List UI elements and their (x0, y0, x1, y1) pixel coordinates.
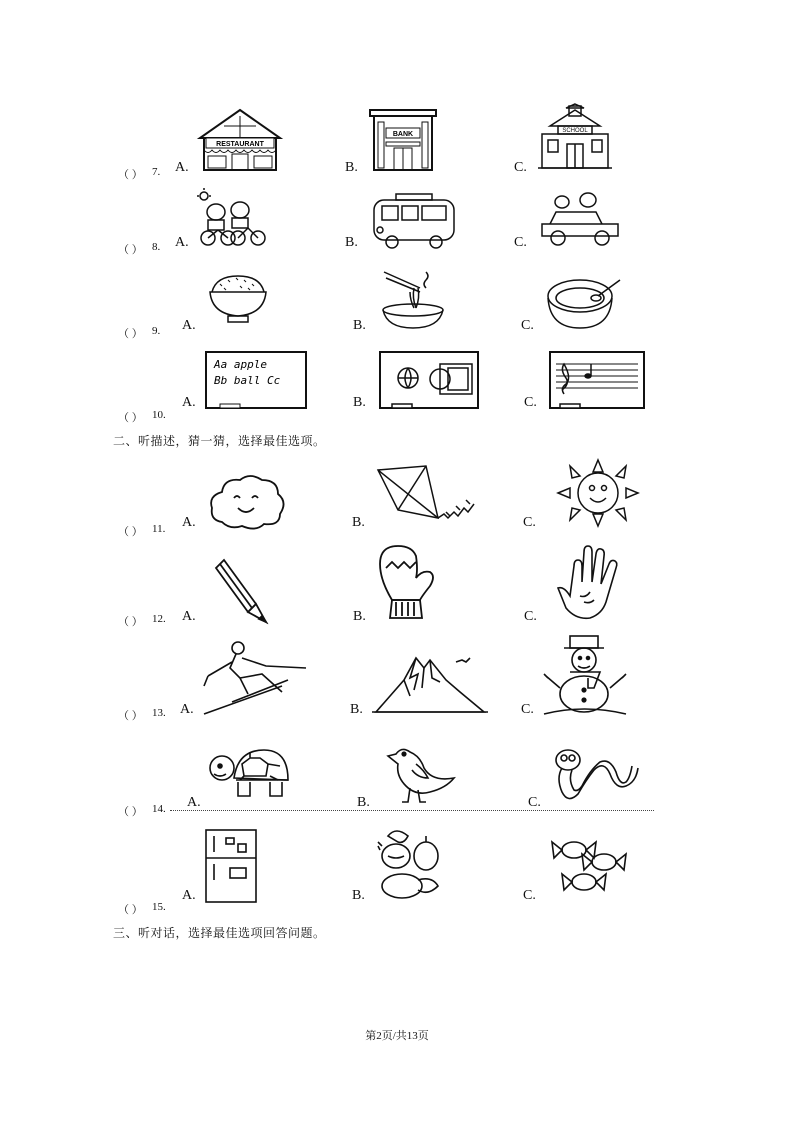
option-a-label[interactable]: A. (182, 609, 196, 624)
bank-icon[interactable] (368, 108, 438, 172)
option-a-label[interactable]: A. (180, 702, 194, 717)
restaurant-sign-text: RESTAURANT (216, 141, 264, 148)
kite-icon[interactable] (376, 464, 476, 530)
option-a-label[interactable]: A. (187, 795, 201, 810)
option-c-label[interactable]: C. (528, 795, 541, 810)
rice-bowl-icon[interactable] (206, 272, 270, 326)
question-number: 14. (152, 803, 166, 815)
answer-blank[interactable]: （ ） (118, 526, 143, 538)
option-b-label[interactable]: B. (345, 235, 358, 250)
option-b-label[interactable]: B. (357, 795, 370, 810)
soup-icon[interactable] (546, 274, 624, 334)
option-a-label[interactable]: A. (175, 235, 189, 250)
question-number: 10. (152, 409, 166, 421)
car-icon[interactable] (540, 190, 620, 248)
question-number: 9. (152, 325, 161, 337)
question-number: 12. (152, 613, 166, 625)
answer-blank[interactable]: （ ） (118, 244, 143, 256)
question-number: 15. (152, 901, 166, 913)
candy-icon[interactable] (550, 836, 636, 898)
option-a-label[interactable]: A. (182, 888, 196, 903)
option-b-label[interactable]: B. (353, 395, 366, 410)
option-c-label[interactable]: C. (514, 235, 527, 250)
bus-icon[interactable] (370, 194, 458, 250)
option-a-label[interactable]: A. (182, 395, 196, 410)
question-number: 7. (152, 166, 161, 178)
mountain-icon[interactable] (372, 650, 488, 714)
section-two-heading: 二、听描述，猜一猜，选择最佳选项。 (113, 434, 326, 448)
section-three-heading: 三、听对话，选择最佳选项回答问题。 (113, 926, 326, 940)
option-c-label[interactable]: C. (524, 395, 537, 410)
basketball-court-icon[interactable] (378, 350, 480, 410)
option-c-label[interactable]: C. (523, 515, 536, 530)
bird-icon[interactable] (386, 744, 458, 808)
vegetables-icon[interactable] (376, 826, 442, 902)
option-a-label[interactable]: A. (182, 515, 196, 530)
snake-icon[interactable] (550, 748, 644, 804)
school-sign-text: SCHOOL (562, 128, 588, 134)
sun-icon[interactable] (556, 458, 640, 528)
answer-blank[interactable]: （ ） (118, 169, 143, 181)
skier-icon[interactable] (202, 640, 310, 718)
hand-icon[interactable] (554, 542, 624, 620)
page-footer: 第2页/共13页 (365, 1030, 429, 1042)
option-c-label[interactable]: C. (521, 702, 534, 717)
bank-sign-text: BANK (392, 131, 414, 138)
question-number: 8. (152, 241, 161, 253)
question-number: 13. (152, 707, 166, 719)
board-line-2: Bb ball Cc (214, 374, 281, 387)
answer-blank[interactable]: （ ） (118, 806, 143, 818)
answer-blank[interactable]: （ ） (118, 328, 143, 340)
option-a-label[interactable]: A. (175, 160, 189, 175)
answer-blank[interactable]: （ ） (118, 616, 143, 628)
noodles-icon[interactable] (380, 268, 446, 332)
option-b-label[interactable]: B. (345, 160, 358, 175)
mitten-icon[interactable] (378, 544, 440, 622)
pencil-icon[interactable] (212, 558, 268, 624)
option-b-label[interactable]: B. (353, 609, 366, 624)
option-a-label[interactable]: A. (182, 318, 196, 333)
option-c-label[interactable]: C. (524, 609, 537, 624)
answer-blank[interactable]: （ ） (118, 904, 143, 916)
snowman-icon[interactable] (540, 634, 630, 718)
english-board-icon[interactable] (204, 350, 308, 410)
bicycle-icon[interactable] (196, 190, 270, 248)
option-b-label[interactable]: B. (352, 515, 365, 530)
option-c-label[interactable]: C. (521, 318, 534, 333)
turtle-icon[interactable] (208, 746, 290, 806)
question-number: 11. (152, 523, 166, 535)
option-b-label[interactable]: B. (352, 888, 365, 903)
music-board-icon[interactable] (548, 350, 646, 410)
option-b-label[interactable]: B. (350, 702, 363, 717)
option-b-label[interactable]: B. (353, 318, 366, 333)
option-c-label[interactable]: C. (523, 888, 536, 903)
board-line-1: Aa apple (214, 358, 267, 371)
answer-blank[interactable]: （ ） (118, 412, 143, 424)
fridge-icon[interactable] (204, 828, 258, 904)
school-icon[interactable] (538, 104, 612, 170)
cloud-icon[interactable] (208, 474, 286, 530)
answer-blank[interactable]: （ ） (118, 710, 143, 722)
restaurant-icon[interactable] (198, 108, 282, 172)
option-c-label[interactable]: C. (514, 160, 527, 175)
dotted-divider (170, 810, 654, 811)
